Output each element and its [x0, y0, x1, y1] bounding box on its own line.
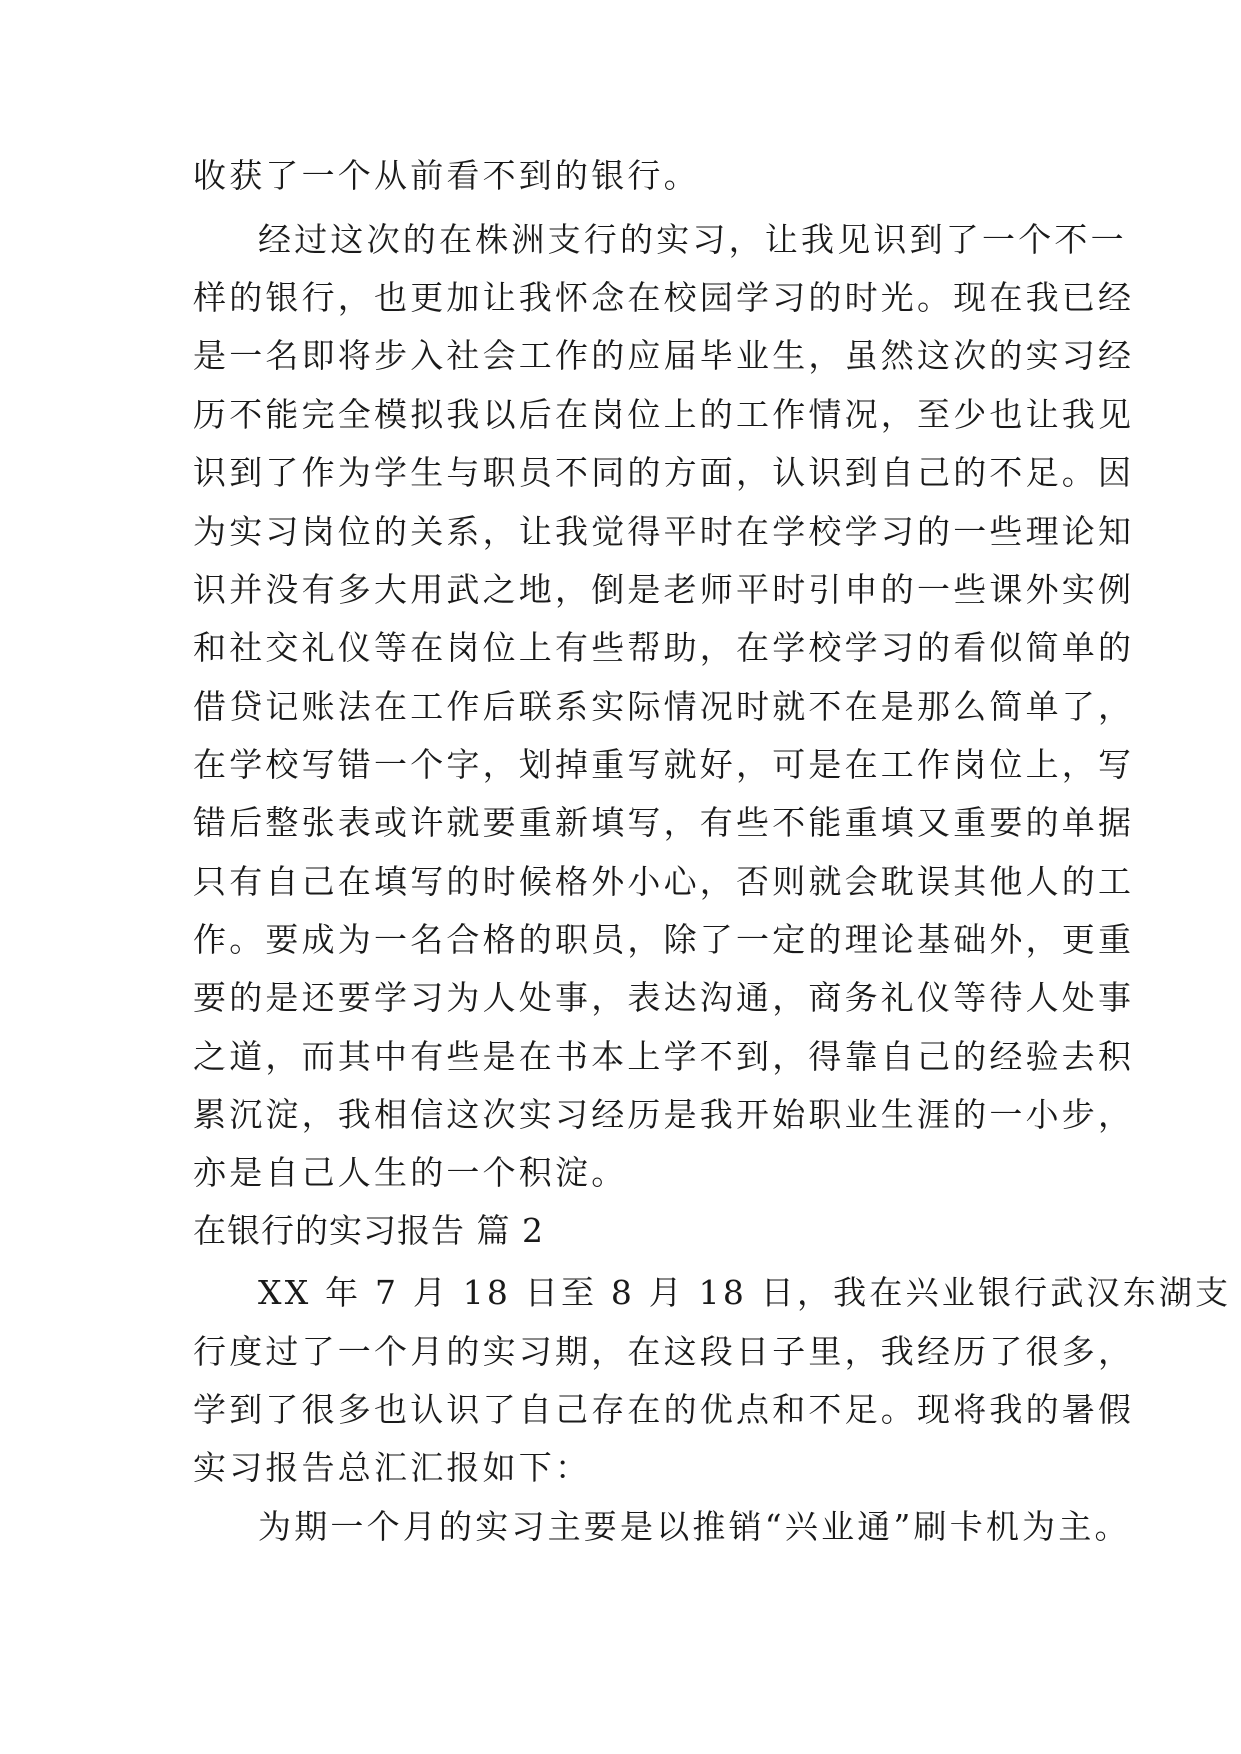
paragraph-line: 实习报告总汇汇报如下： — [193, 1448, 592, 1487]
paragraph-line: 错后整张表或许就要重新填写，有些不能重填又重要的单据 — [193, 803, 1135, 842]
paragraph-line: 历不能完全模拟我以后在岗位上的工作情况，至少也让我见 — [193, 395, 1135, 434]
paragraph-line: 样的银行，也更加让我怀念在校园学习的时光。现在我已经 — [193, 278, 1135, 317]
paragraph-line: XX 年 7 月 18 日至 8 月 18 日，我在兴业银行武汉东湖支 — [258, 1273, 1232, 1312]
paragraph-line: 学到了很多也认识了自己存在的优点和不足。现将我的暑假 — [193, 1390, 1135, 1429]
paragraph-line: 收获了一个从前看不到的银行。 — [193, 156, 700, 195]
paragraph-line: 累沉淀，我相信这次实习经历是我开始职业生涯的一小步， — [193, 1095, 1135, 1134]
paragraph-line: 借贷记账法在工作后联系实际情况时就不在是那么简单了， — [193, 687, 1135, 726]
paragraph-line: 亦是自己人生的一个积淀。 — [193, 1153, 628, 1192]
paragraph-line: 之道，而其中有些是在书本上学不到，得靠自己的经验去积 — [193, 1037, 1135, 1076]
paragraph-line: 作。要成为一名合格的职员，除了一定的理论基础外，更重 — [193, 920, 1135, 959]
paragraph-line: 为实习岗位的关系，让我觉得平时在学校学习的一些理论知 — [193, 512, 1135, 551]
paragraph-line: 只有自己在填写的时候格外小心，否则就会耽误其他人的工 — [193, 862, 1135, 901]
paragraph-line: 为期一个月的实习主要是以推销“兴业通”刷卡机为主。 — [258, 1507, 1131, 1546]
paragraph-line: 经过这次的在株洲支行的实习，让我见识到了一个不一 — [258, 220, 1127, 259]
paragraph-line: 在学校写错一个字，划掉重写就好，可是在工作岗位上，写 — [193, 745, 1135, 784]
paragraph-line: 识并没有多大用武之地，倒是老师平时引申的一些课外实例 — [193, 570, 1135, 609]
paragraph-line: 是一名即将步入社会工作的应届毕业生，虽然这次的实习经 — [193, 336, 1135, 375]
section-heading: 在银行的实习报告 篇 2 — [193, 1211, 544, 1250]
paragraph-line: 要的是还要学习为人处事，表达沟通，商务礼仪等待人处事 — [193, 978, 1135, 1017]
paragraph-line: 行度过了一个月的实习期，在这段日子里，我经历了很多， — [193, 1332, 1135, 1371]
paragraph-line: 和社交礼仪等在岗位上有些帮助，在学校学习的看似简单的 — [193, 628, 1135, 667]
paragraph-line: 识到了作为学生与职员不同的方面，认识到自己的不足。因 — [193, 453, 1135, 492]
